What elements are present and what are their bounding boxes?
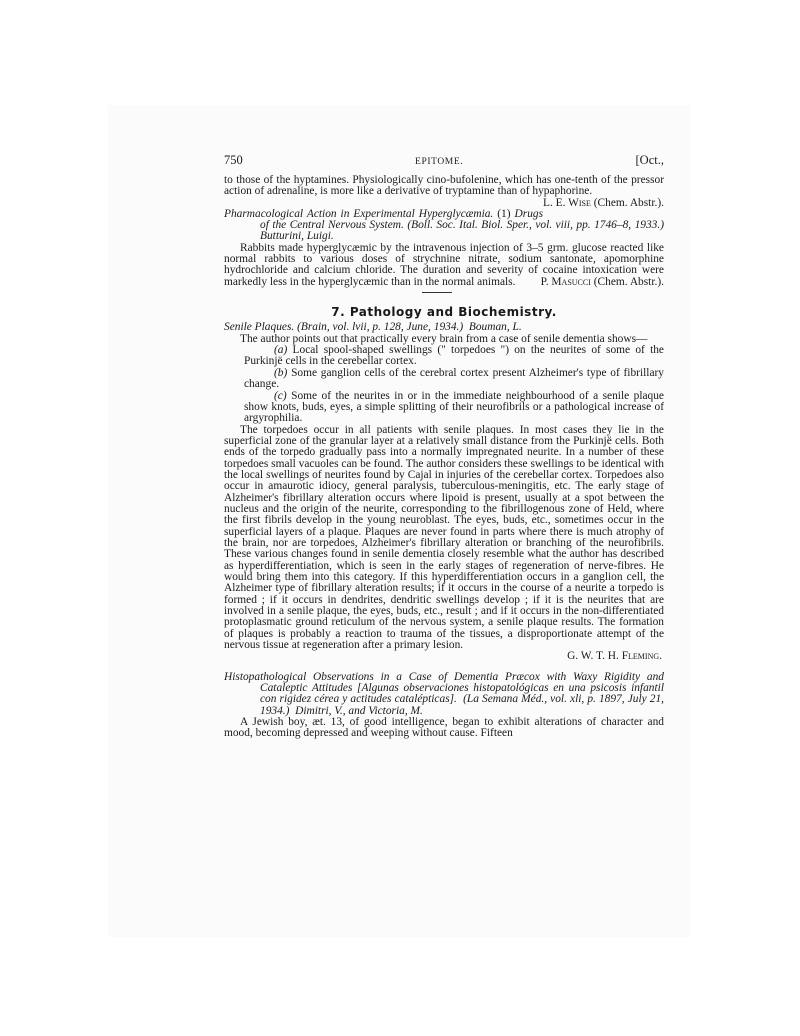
signature-name: L. E. Wise xyxy=(543,196,591,209)
article-title: Senile Plaques. xyxy=(224,321,295,334)
article-subtitle-number: (1) xyxy=(497,207,511,220)
signature-source: (Chem. Abstr.). xyxy=(593,196,664,209)
signature-source: (Chem. Abstr.). xyxy=(593,275,664,288)
page-number: 750 xyxy=(224,153,243,167)
page-column xyxy=(224,155,664,740)
list-item-text: Local spool-shaped swellings (" torpedoes ") on the neurites of some of the Purkinjë cells in the cerebellar cortex. xyxy=(244,344,664,368)
article-body xyxy=(224,243,664,288)
article-signature: G. W. T. H. Fleming. xyxy=(567,650,662,663)
article-intro: The author points out that practically every brain from a case of senile dementia shows— xyxy=(240,332,648,345)
article-translated-title: [Algunas observaciones histopatológicas en una psicosis infantil con rigidez cérea y actitudes catalépticas]. xyxy=(260,682,664,706)
continuation-signature xyxy=(543,198,664,209)
list-item-label: (c) xyxy=(274,389,287,402)
running-title: EPITOME. xyxy=(415,157,464,167)
list-item xyxy=(244,345,664,368)
list-item-text: Some of the neurites in or in the immediate neighbourhood of a senile plaque show knots, buds, eyes, a simple splitting of their neurofibrils or a pathological increase of argyrophilia. xyxy=(244,389,664,425)
article-body: The torpedoes occur in all patients with senile plaques. In most cases they lie in the superficial zone of the granular layer at a relatively small distance from the Purkinjë cells. Both ends of the torpedo gradually pass into a normally impregnated neurite. In a number of these torpedoes small vacuoles can be found. The author considers these swellings to be identical with the local swellings of neurites found by Cajal in injuries of the cerebellar cortex. Torpedoes also occur in amaurotic idiocy, general paralysis, tuberculous-meningitis, etc. The early stage of Alzheimer's fibrillary alteration occurs where lipoid is present, usually at a spot between the nucleus and the origin of the neurite, corresponding to the fibrillogenous zone of Held, where the first fibrils develop in the young neuroblast. The eyes, buds, etc., sometimes occur in the superficial layers of a plaque. Plaques are never found in parts where there is much atrophy of the brain, nor are torpedoes, Alzheimer's fibrillary alteration or branching of the neurofibrils. These various changes found in senile dementia closely resemble what the author has described as hyperdifferentiation, which is seen in the early stages of regeneration of nerve-fibres. He would bring them into this category. If this hyperdifferentiation occurs in a ganglion cell, the Alzheimer type of fibrillary alteration results; if it occurs in the course of a neurite a torpedo is formed ; if it occurs in dendrites, dendritic swellings develop ; if it is the neurites that are involved in a senile plaque, the eyes, buds, etc., result ; and if it occurs in the non-differentiated protoplasmatic ground reticulum of the nervous system, a senile plaque results. The formation of plaques is probably a reaction to trauma of the tissues, a disproportionate attempt of the nervous tissue at regeneration after a primary lesion. xyxy=(224,423,664,652)
list-item xyxy=(244,391,664,425)
article-authors: Bouman, L. xyxy=(468,321,522,334)
article-authors: Butturini, Luigi. xyxy=(260,230,334,243)
article-heading xyxy=(224,209,664,243)
article-body-text: Rabbits made hyperglycæmic by the intravenous injection of 3–5 grm. glucose reacted like normal rabbits to various doses of strychnine nitrate, sodium santonate, apomorphine hydrochloride and calcium chloride. The duration and severity of cocaine intoxication were markedly less in the hyperglycæmic than in the normal animals. xyxy=(224,241,664,288)
section-heading: 7. Pathology and Biochemistry. xyxy=(331,305,557,320)
list-item xyxy=(244,368,664,391)
running-header xyxy=(224,155,664,175)
article-citation: (La Semana Méd., vol. xli, p. 1897, July 21, 1934.) xyxy=(260,693,664,717)
article-authors: Dimitri, V., and Victoria, M. xyxy=(295,704,423,717)
continuation-text: to those of the hyptamines. Physiologically cino-bufolenine, which has one-tenth of the pressor action of adrenaline, is more like a derivative of tryptamine than of hypaphorine. xyxy=(224,174,664,198)
article-subtitle: Drugs of the Central Nervous System. xyxy=(260,207,544,232)
header-date: [Oct., xyxy=(635,153,664,167)
findings-list xyxy=(224,345,664,424)
list-item-label: (b) xyxy=(274,366,288,379)
article-title: Histopathological Observations in a Case of Dementia Præcox with Waxy Rigidity and Cataleptic Attitudes xyxy=(224,670,664,695)
article-citation: (Brain, vol. lvii, p. 128, June, 1934.) xyxy=(297,321,464,334)
continuation-paragraph xyxy=(224,174,664,209)
separator-rule xyxy=(422,292,452,293)
article-citation: (Boll. Soc. Ital. Biol. Sper., vol. viii, pp. 1746–8, 1933.) xyxy=(407,219,664,232)
article-body: A Jewish boy, æt. 13, of good intelligence, began to exhibit alterations of character and mood, becoming depressed and weeping without cause. Fifteen xyxy=(224,716,664,740)
article-title: Pharmacological Action in Experimental Hyperglycæmia. xyxy=(224,207,494,220)
list-item-text: Some ganglion cells of the cerebral cortex present Alzheimer's type of fibrillary change. xyxy=(244,366,664,391)
article-signature xyxy=(525,277,664,288)
signature-name: P. Masucci xyxy=(540,275,591,288)
article-heading xyxy=(224,672,664,717)
list-item-label: (a) xyxy=(274,344,288,357)
